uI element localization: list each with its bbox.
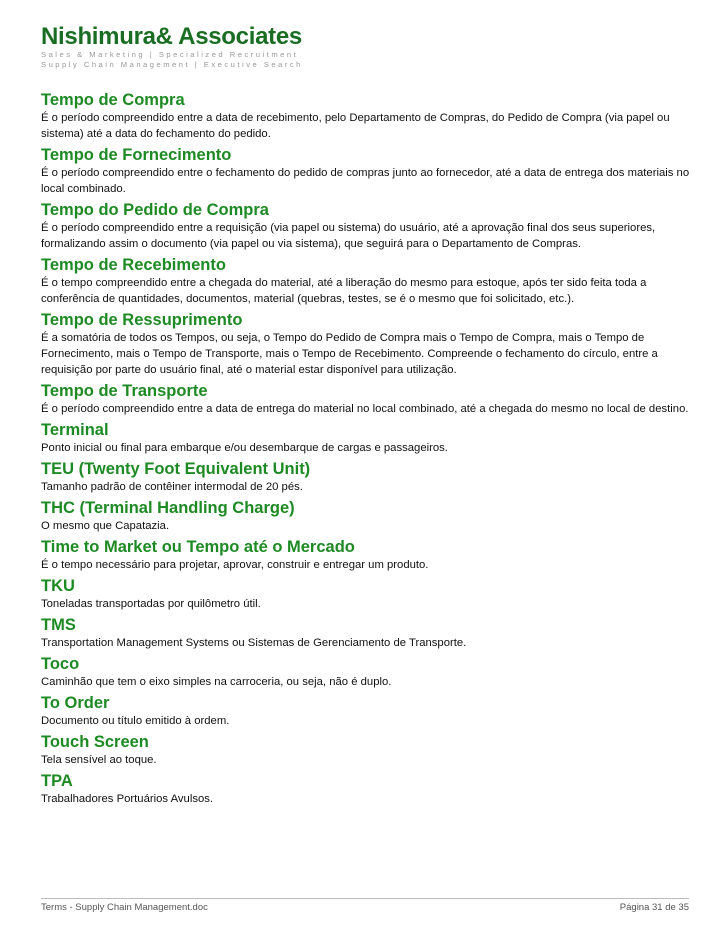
term-heading: Tempo de Compra <box>41 91 185 109</box>
footer-filename: Terms - Supply Chain Management.doc <box>41 902 208 913</box>
glossary-entry <box>41 733 691 768</box>
glossary-entry <box>41 694 691 729</box>
term-definition: Ponto inicial ou final para embarque e/ou desembarque de cargas e passageiros. <box>41 442 448 454</box>
glossary-entry <box>41 577 691 612</box>
term-heading: TPA <box>41 772 73 790</box>
term-heading: Touch Screen <box>41 733 149 751</box>
term-definition: Documento ou título emitido à ordem. <box>41 715 230 727</box>
term-definition: Transportation Management Systems ou Sistemas de Gerenciamento de Transporte. <box>41 637 467 649</box>
glossary-entry <box>41 256 691 307</box>
term-definition: Caminhão que tem o eixo simples na carroceria, ou seja, não é duplo. <box>41 676 392 688</box>
term-heading: Tempo de Ressuprimento <box>41 311 243 329</box>
glossary-entry <box>41 616 691 651</box>
term-heading: TEU (Twenty Foot Equivalent Unit) <box>41 460 311 478</box>
term-heading: Terminal <box>41 421 109 439</box>
glossary-entry <box>41 382 691 417</box>
term-definition: É o período compreendido entre a data de entrega do material no local combinado, até a chegada do mesmo no local de destino. <box>41 403 689 415</box>
term-heading: Tempo do Pedido de Compra <box>41 201 269 219</box>
term-definition: Tamanho padrão de contêiner intermodal de 20 pés. <box>41 481 303 493</box>
tagline-line-2: Supply Chain Management | Executive Search <box>41 60 303 69</box>
term-heading: TKU <box>41 577 75 595</box>
glossary-entry <box>41 421 691 456</box>
term-definition: É a somatória de todos os Tempos, ou seja, o Tempo do Pedido de Compra mais o Tempo de Compra, mais o Tempo de Fornecimento, mais o Tempo de Transporte, mais o Tempo de Recebimento. Compreende o fechamento do círculo, entre a requisição por parte do usuário final, até o material estar disponível para utilização. <box>41 332 658 376</box>
footer-divider <box>41 898 689 899</box>
term-definition: É o período compreendido entre a requisição (via papel ou sistema) do usuário, até a aprovação final dos seus superiores, formalizando assim o documento (via papel ou via sistema), que seguirá para o Departamento de Compras. <box>41 222 656 250</box>
tagline-line-1: Sales & Marketing | Specialized Recruitment <box>41 50 299 59</box>
term-heading: Toco <box>41 655 80 673</box>
term-heading: THC (Terminal Handling Charge) <box>41 499 295 517</box>
term-heading: Tempo de Recebimento <box>41 256 226 274</box>
term-definition: É o período compreendido entre a data de recebimento, pelo Departamento de Compras, do Pedido de Compra (via papel ou sistema) até a data do fechamento do pedido. <box>41 112 670 140</box>
glossary-entry <box>41 538 691 573</box>
term-heading: Tempo de Fornecimento <box>41 146 232 164</box>
glossary-entry <box>41 146 691 197</box>
glossary-content <box>41 91 691 811</box>
glossary-entry <box>41 91 691 142</box>
term-heading: To Order <box>41 694 110 712</box>
glossary-entry <box>41 499 691 534</box>
glossary-entry <box>41 201 691 252</box>
glossary-entry <box>41 311 691 378</box>
term-definition: Toneladas transportadas por quilômetro útil. <box>41 598 261 610</box>
company-logo: Nishimura& Associates <box>41 23 302 50</box>
term-definition: Trabalhadores Portuários Avulsos. <box>41 793 214 805</box>
term-heading: Tempo de Transporte <box>41 382 208 400</box>
term-definition: É o período compreendido entre o fechamento do pedido de compras junto ao fornecedor, até a data de entrega dos materiais no local combinado. <box>41 167 690 195</box>
document-header <box>41 24 303 70</box>
glossary-entry <box>41 460 691 495</box>
glossary-entry <box>41 772 691 807</box>
footer-page-number: Página 31 de 35 <box>619 902 689 913</box>
term-definition: É o tempo compreendido entre a chegada do material, até a liberação do mesmo para estoque, após ter sido feita toda a conferência de quantidades, documentos, material (quebras, testes, se é o mesmo que foi solicitado, etc.). <box>41 277 647 305</box>
term-definition: O mesmo que Capatazia. <box>41 520 170 532</box>
term-heading: TMS <box>41 616 76 634</box>
term-definition: É o tempo necessário para projetar, aprovar, construir e entregar um produto. <box>41 559 429 571</box>
page-footer <box>41 902 689 913</box>
glossary-entry <box>41 655 691 690</box>
term-heading: Time to Market ou Tempo até o Mercado <box>41 538 355 556</box>
term-definition: Tela sensível ao toque. <box>41 754 157 766</box>
